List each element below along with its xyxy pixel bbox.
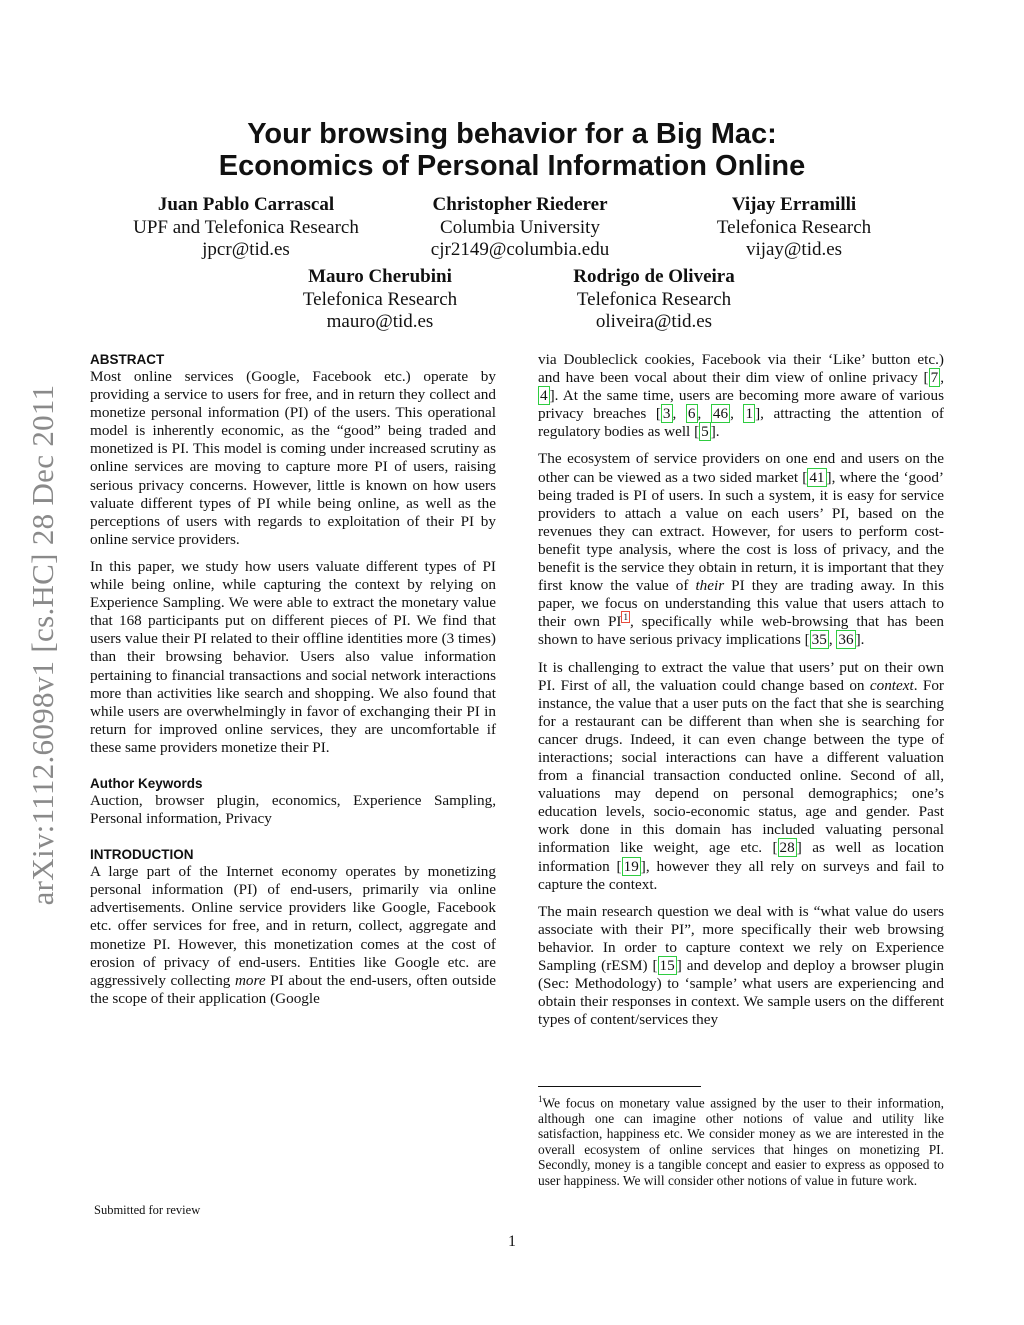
body-text: via Doubleclick cookies, Facebook via their ‘Like’ button etc.) and have been vocal about their dim view of online privacy — [538, 351, 944, 387]
author-name: Christopher Riederer — [432, 194, 608, 215]
body-text: , specifically while web-browsing that has been shown to have serious privacy implications — [538, 613, 944, 649]
footnote-divider — [538, 1086, 701, 1087]
author-name: Juan Pablo Carrascal — [157, 194, 335, 215]
intro-text: A large part of the Internet economy operates by monetizing personal information (PI) of end-users, primarily via online advertisements. Online service providers like Google, Facebook etc. offer services for free, and in return, collect, aggregate and monetize PI. However, this monetization comes at the cost of erosion of privacy of end-users. Entities like Google etc. are aggressively collecting — [90, 863, 496, 989]
keywords-heading: Author Keywords — [90, 775, 203, 791]
right-paragraph-1: via Doubleclick cookies, Facebook via their ‘Like’ button etc.) and have been vocal about their dim view of online privacy [ 7 , 4 ]. At the same time, users are becoming more aware of various privacy breaches [ 3 , 6 , 46 , 1 ], attracting the attention of regulatory bodies as well [ 5 ]. — [538, 351, 944, 441]
author-affiliation: Telefonica Research — [716, 216, 872, 238]
citation-link[interactable]: 36 — [838, 631, 854, 649]
right-column — [538, 351, 944, 1038]
abstract-paragraph-2: In this paper, we study how users valuate different types of PI while being online, while capturing the context by relying on Experience Sampling. We were able to extract the monetary value that 168 participants put on different pieces of PI. We find that users value their PI related to their offline identities more (3 times) than their browsing behavior. Users also value information pertaining to financial transactions and social network interactions more than activities like search and shopping. We also found that while users are overwhelmingly in favor of exchanging their PI in return for improved online services, they are uncomfortable if these same providers monetize their PI. — [90, 557, 496, 756]
right-paragraph-4: The main research question we deal with is “what value do users associate with their PI”, more specifically their web browsing behavior. In order to capture context we rely on Experience Sampling (rESM) [ 15 ] and develop and deploy a browser plugin (Sec: Methodology) to ‘sample’ what users are experiencing and obtain their responses in context. We sample users on the different types of content/services they — [538, 902, 945, 1029]
author-email: mauro@tid.es — [326, 311, 434, 332]
author-affiliation: Telefonica Research — [576, 288, 732, 310]
author-block-3 — [654, 194, 934, 262]
arxiv-id: arXiv:1112.6098v1 [cs.HC] 28 Dec 2011 — [25, 384, 60, 906]
right-paragraph-2: The ecosystem of service providers on one end and users on the other can be viewed as a two sided market [ 41 ], where the ‘good’ being traded is PI of users. In such a system, it is easy for service providers to attach a value on each users’ PI, based on the revenues they can extract. However, for users to perform cost-benefit type analysis, where the cost is loss of privacy, and the benefit is the service they obtain in return, it is important that they first know the value of their PI they are trading away. In this paper, we focus on understanding this value that users attach to their own PI $^1$ , specifically while web-browsing that has been shown to have serious privacy implications [ 35 , 36 ]. — [538, 450, 944, 649]
footnote-mark: 1 — [538, 1094, 543, 1104]
title-line-1: Your browsing behavior for a Big Mac: — [247, 118, 777, 150]
submission-note: Submitted for review — [94, 1203, 201, 1217]
body-text: as well as location information — [538, 839, 945, 875]
body-text: It is challenging to extract the value that users’ put on their own PI. First of all, the valuation could change based on — [538, 658, 944, 694]
introduction-heading: INTRODUCTION — [90, 847, 194, 863]
author-name: Vijay Erramilli — [731, 194, 857, 215]
body-text: . — [860, 631, 865, 649]
citation-link[interactable]: 46 — [712, 405, 729, 423]
right-paragraph-3: It is challenging to extract the value that users’ put on their own PI. First of all, the valuation could change based on context. For instance, the value that a user puts on the fact that she is searching for a restaurant can be different than when she is searching for cancer drugs. Indeed, it can even change between the type of interactions; social interactions can have a different valuation from a financial transaction conducted online. Second of all, valuations may depend on personal demographics; one’s education levels, socio-economic status, age and gender. Past work done in this domain has included valuating personal information like weight, age etc. [ 28 ] as well as location information [ 19 ], however they all rely on surveys and fail to capture the context. — [538, 658, 945, 893]
citation-link[interactable]: 1 — [745, 405, 754, 423]
intro-text: PI about the end-users, often outside the scope of their application (Google — [90, 971, 496, 1007]
intro-emphasis: more — [234, 971, 266, 989]
citation-link[interactable]: 28 — [779, 839, 795, 857]
author-block-5 — [524, 266, 784, 334]
abstract-paragraph-1: Most online services (Google, Facebook etc.) operate by providing a service to users for free, and in return they collect and monetize personal information (PI) of the users. This operational model is inherently economic, as the “good” being traded and monetized is PI. This model is coming under increased scrutiny as online services are moving to capture more PI of users, raising serious privacy concerns. However, little is known on how users valuate different types of PI while being online, as well as the perceptions of users with regards to exploitation of their PI by online service providers. — [90, 368, 496, 548]
body-text: . At the same time, users are becoming more aware of various privacy breaches — [538, 387, 944, 423]
author-block-2 — [380, 194, 660, 262]
citation-link[interactable]: 19 — [623, 857, 639, 875]
left-column — [90, 351, 496, 1017]
author-affiliation: UPF and Telefonica Research — [133, 216, 359, 238]
citation-link[interactable]: 7 — [930, 369, 939, 387]
body-text: , however they all rely on surveys and fail to capture the context. — [538, 857, 945, 893]
footnote-text: We focus on monetary value assigned by the user to their information, although one can imagine other notions of value and utility like satisfaction, happiness etc. We consider money as we are interested in the overall ecosystem of online services that hinges on monetizing PI. Secondly, money is a tangible concept and easier to express as opposed to user happiness. We will consider other notions of value in future work. — [538, 1095, 944, 1188]
page-number: 1 — [508, 1233, 516, 1250]
author-name: Mauro Cherubini — [308, 266, 452, 287]
author-block-1 — [106, 194, 386, 262]
body-text: , attracting the attention of regulatory bodies as well — [538, 405, 944, 441]
citation-link[interactable]: 3 — [662, 405, 671, 423]
footnote — [538, 1092, 944, 1188]
body-text: . — [715, 423, 720, 441]
title-line-2: Economics of Personal Information Online — [218, 150, 806, 182]
footnote-reference[interactable]: 1 — [623, 612, 628, 623]
citation-link[interactable]: 41 — [809, 468, 825, 486]
paper-title — [0, 118, 1024, 182]
citation-link[interactable]: 15 — [659, 957, 675, 974]
citation-link[interactable]: 35 — [811, 631, 827, 649]
body-text: . For instance, the value that a user puts on the fact that she is searching for a restaurant can be different than when she is searching for cancer drugs. Indeed, it can even change between the type of interactions; social interactions can have a different valuation from a financial transaction conducted online. Second of all, valuations may depend on personal demographics; one’s education levels, socio-economic status, age and gender. Past work done in this domain has included valuating personal information like weight, age etc. — [538, 676, 944, 857]
body-text: The main research question we deal with is “what value do users associate with their PI”, more specifically their web browsing behavior. In order to capture context we rely on Experience Sampling (rESM) — [538, 902, 944, 974]
author-name: Rodrigo de Oliveira — [573, 266, 735, 287]
abstract-heading: ABSTRACT — [90, 352, 165, 367]
author-email: oliveira@tid.es — [595, 311, 713, 332]
citation-link[interactable]: 5 — [701, 423, 709, 441]
body-text: and develop and deploy a browser plugin (Sec: Methodology) to ‘sample’ what users are experiencing and obtain their responses in context. We sample users on the different types of content/services they — [538, 957, 945, 1029]
keywords-text: Auction, browser plugin, economics, Experience Sampling, Personal information, Privacy — [90, 791, 496, 828]
citation-link[interactable]: 6 — [687, 405, 696, 423]
author-affiliation: Columbia University — [440, 216, 600, 238]
body-emphasis: context — [869, 676, 914, 694]
intro-paragraph-1 — [90, 863, 496, 1008]
body-emphasis: their — [695, 577, 725, 595]
author-email: jpcr@tid.es — [202, 239, 290, 260]
author-email: vijay@tid.es — [745, 239, 843, 260]
body-text: , where the ‘good’ being traded is PI of users. In such a system, it is easy for service providers to attach a value on each users’ PI, based on the revenues they can extract. However, for users to perform cost-benefit type analysis, where the cost is loss of privacy, and the benefit is the service they obtain in return, it is important that they first know the value of — [538, 468, 944, 595]
author-affiliation: Telefonica Research — [302, 288, 458, 310]
author-email: cjr2149@columbia.edu — [430, 239, 610, 260]
body-text: PI they are trading away. In this paper, we focus on understanding this value that users attach to their own PI — [538, 577, 944, 631]
citation-link[interactable]: 4 — [540, 387, 548, 405]
author-block-4 — [250, 266, 510, 334]
arxiv-stamp — [13, 355, 73, 935]
body-text: The ecosystem of service providers on one end and users on the other can be viewed as a two sided market — [538, 450, 944, 486]
